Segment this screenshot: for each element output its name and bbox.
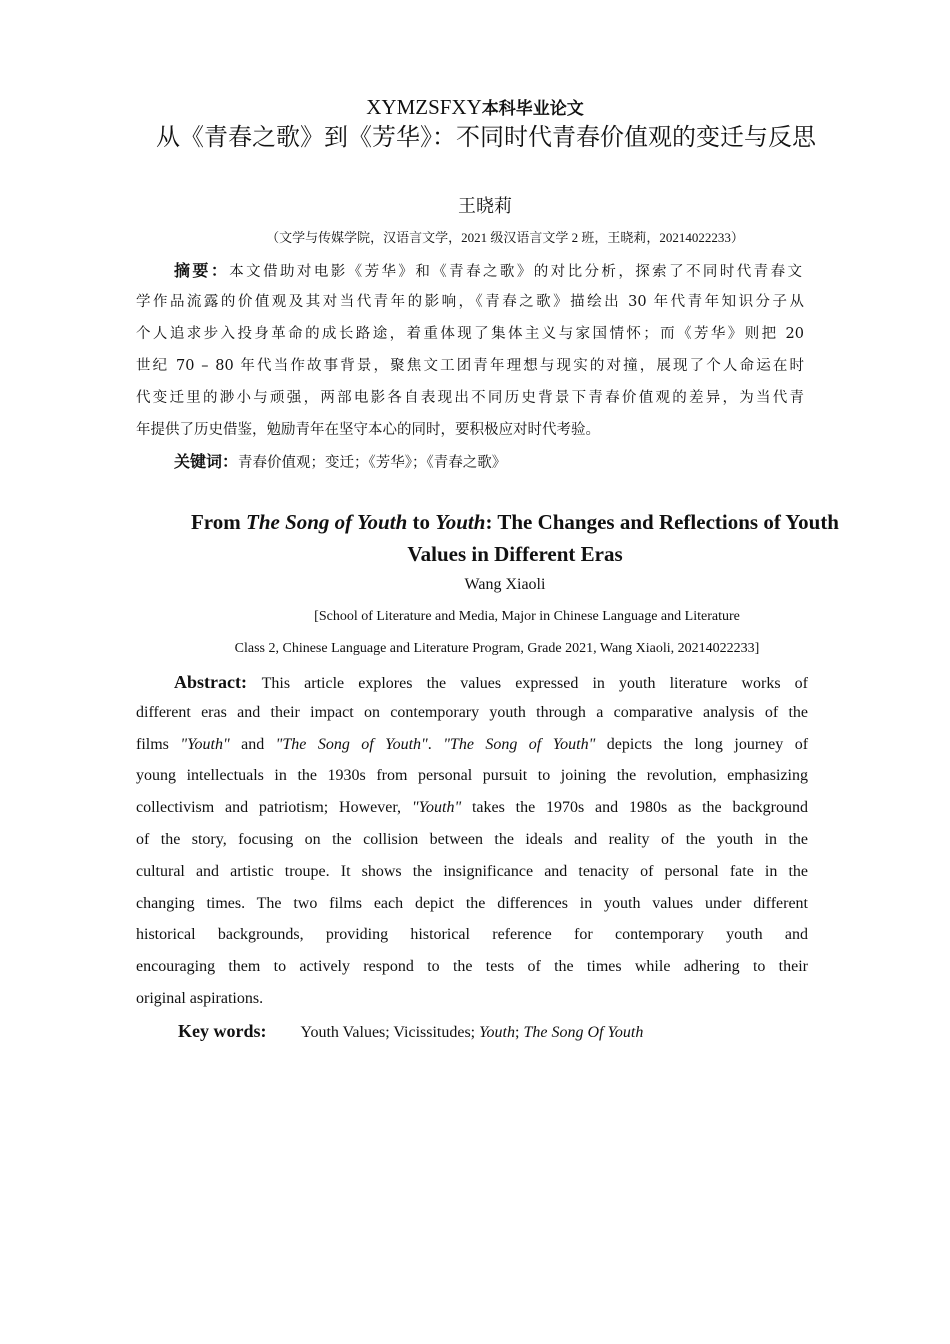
- abstract-text: .: [427, 735, 444, 753]
- abstract-text: 代变迁里的渺小与顽强，两部电影各自表现出不同历史背景下青春价值观的差异，为当代青: [136, 390, 804, 406]
- abstract-text: 个人追求步入投身革命的成长路途，着重体现了集体主义与家国情怀；而《芳华》则把 20: [136, 326, 804, 342]
- document-header: [0, 94, 950, 120]
- abstract-text: cultural and artistic troupe. It shows the insignificance and tenacity of personal fate in the: [136, 862, 808, 880]
- abstract-text: takes the 1970s and 1980s as the background: [461, 799, 808, 817]
- affiliation-english-line: [School of Literature and Media, Major in Chinese Language and Literature: [314, 609, 740, 624]
- abstract-text: "Youth": [180, 735, 230, 753]
- abstract-line: [136, 958, 808, 976]
- abstract-text: 本文借助对电影《芳华》和《青春之歌》的对比分析，探索了不同时代青春文: [229, 264, 802, 280]
- abstract-text: changing times. The two films each depict the differences in youth values under different: [136, 894, 808, 912]
- title-chinese: 从《青春之歌》到《芳华》：不同时代青春价值观的变迁与反思: [156, 123, 816, 151]
- school-code: XYMZSFXY: [366, 95, 482, 119]
- title-segment: The Song of Youth: [246, 510, 408, 534]
- abstract-text: This article explores the values expressed in youth literature works of: [261, 675, 808, 692]
- title-segment: From: [190, 510, 246, 534]
- abstract-line: [136, 767, 808, 785]
- keywords-label: 关键词：: [174, 452, 239, 471]
- abstract-text: 世纪 70 – 80 年代当作故事背景，聚焦文工团青年理想与现实的对撞，展现了个人命运在时: [136, 358, 804, 374]
- abstract-line: [174, 672, 808, 693]
- keywords-text: Youth: [479, 1024, 515, 1041]
- abstract-line: [136, 418, 804, 439]
- abstract-text: "Youth": [411, 799, 462, 817]
- keywords-chinese: [174, 449, 506, 472]
- abstract-line: [136, 736, 808, 754]
- abstract-text: different eras and their impact on contemporary youth through a comparative analysis of the: [136, 703, 808, 721]
- abstract-line: [136, 290, 804, 311]
- title-segment: : The Changes and Reflections of Youth Values in Different Eras: [407, 510, 839, 566]
- keywords-text: ;: [515, 1024, 524, 1041]
- abstract-line: [136, 322, 804, 343]
- abstract-text: "The Song of Youth": [443, 735, 596, 753]
- abstract-text: young intellectuals in the 1930s from personal pursuit to joining the revolution, emphasizing: [136, 767, 808, 785]
- keywords-english: [178, 1021, 643, 1042]
- abstract-text: historical backgrounds, providing historical reference for contemporary youth and: [136, 926, 808, 944]
- abstract-text: "The Song of Youth": [275, 735, 428, 753]
- abstract-text: collectivism and patriotism; However,: [136, 799, 412, 817]
- abstract-line: [136, 386, 804, 407]
- author-english: Wang Xiaoli: [464, 576, 546, 593]
- abstract-text: 学作品流露的价值观及其对当代青年的影响，《青春之歌》描绘出 30 年代青年知识分子从: [136, 294, 804, 310]
- abstract-line: [136, 895, 808, 913]
- author-chinese: 王晓莉: [458, 196, 512, 216]
- abstract-line: [136, 990, 808, 1008]
- title-segment: Youth: [435, 510, 486, 534]
- abstract-label: 摘要：: [174, 261, 230, 280]
- title-segment: to: [407, 510, 436, 534]
- thesis-label: 本科毕业论文: [481, 99, 584, 119]
- abstract-text: films: [136, 735, 181, 753]
- affiliation-english-line: Class 2, Chinese Language and Literature Program, Grade 2021, Wang Xiaoli, 20214022233]: [234, 641, 760, 656]
- keywords-label: Key words:: [178, 1021, 267, 1041]
- abstract-line: [136, 831, 808, 849]
- abstract-line: [136, 863, 808, 881]
- abstract-text: original aspirations.: [136, 990, 264, 1007]
- affiliation-chinese: （文学与传媒学院，汉语言文学，2021 级汉语言文学 2 班，王晓莉，20214022233）: [266, 230, 744, 245]
- abstract-line: [136, 354, 804, 375]
- title-english: [170, 506, 860, 570]
- abstract-text: and: [229, 735, 276, 753]
- abstract-line: [136, 799, 808, 817]
- abstract-text: 年提供了历史借鉴，勉励青年在坚守本心的同时，要积极应对时代考验。: [136, 422, 600, 438]
- abstract-label: Abstract:: [174, 672, 262, 692]
- keywords-text: Youth Values; Vicissitudes;: [300, 1024, 480, 1041]
- abstract-text: depicts the long journey of: [595, 735, 809, 753]
- abstract-line: [174, 258, 802, 281]
- keywords-text: 青春价值观；变迁；《芳华》；《青春之歌》: [238, 455, 507, 471]
- keywords-text: The Song Of Youth: [523, 1024, 644, 1041]
- abstract-text: encouraging them to actively respond to the tests of the times while adhering to their: [136, 958, 808, 976]
- abstract-line: [136, 926, 808, 944]
- abstract-line: [136, 704, 808, 722]
- abstract-text: of the story, focusing on the collision between the ideals and reality of the youth in the: [136, 831, 808, 848]
